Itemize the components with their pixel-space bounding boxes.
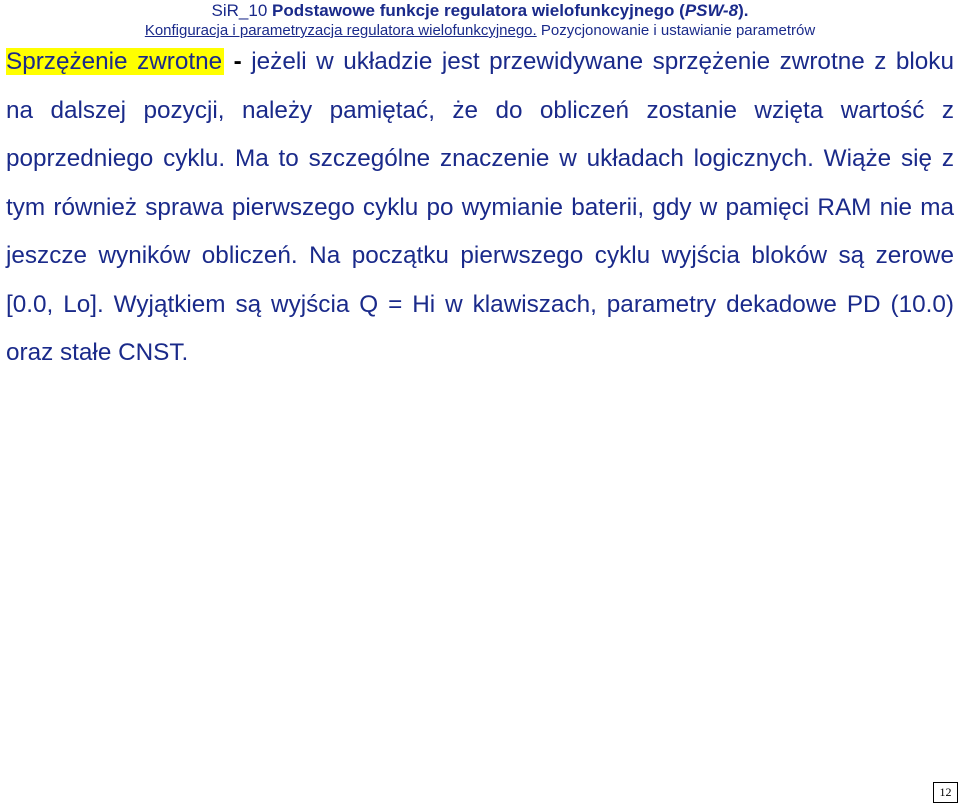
page-number: 12 bbox=[933, 782, 958, 803]
header-title-italic: PSW-8 bbox=[684, 1, 739, 20]
body-paragraph bbox=[6, 38, 954, 378]
header-title-bold: Podstawowe funkcje regulatora wielofunkcyjnego ( bbox=[272, 1, 685, 20]
page-header-title bbox=[0, 0, 960, 22]
header-subtitle-underlined: Konfiguracja i parametryzacja regulatora wielofunkcyjnego. bbox=[144, 22, 537, 39]
highlighted-term: Sprzężenie zwrotne bbox=[6, 48, 223, 75]
header-title-end: ). bbox=[738, 1, 749, 20]
course-code: SiR_10 bbox=[211, 1, 268, 20]
term-dash: - bbox=[233, 48, 242, 75]
header-subtitle-rest: Pozycjonowanie i ustawianie parametrów bbox=[536, 22, 816, 39]
paragraph-text: jeżeli w układzie jest przewidywane sprzężenie zwrotne z bloku na dalszej pozycji, należy pamiętać, że do obliczeń zostanie wzięta wartość z poprzedniego cyklu. Ma to szczególne znaczenie w układach logicznych. Wiąże się z tym również sprawa pierwszego cyklu po wymianie baterii, gdy w pamięci RAM nie ma jeszcze wyników obliczeń. Na początku pierwszego cyklu wyjścia bloków są zerowe [0.0, Lo]. Wyjątkiem są wyjścia Q = Hi w klawiszach, parametry dekadowe PD (10.0) oraz stałe CNST. bbox=[6, 48, 954, 366]
